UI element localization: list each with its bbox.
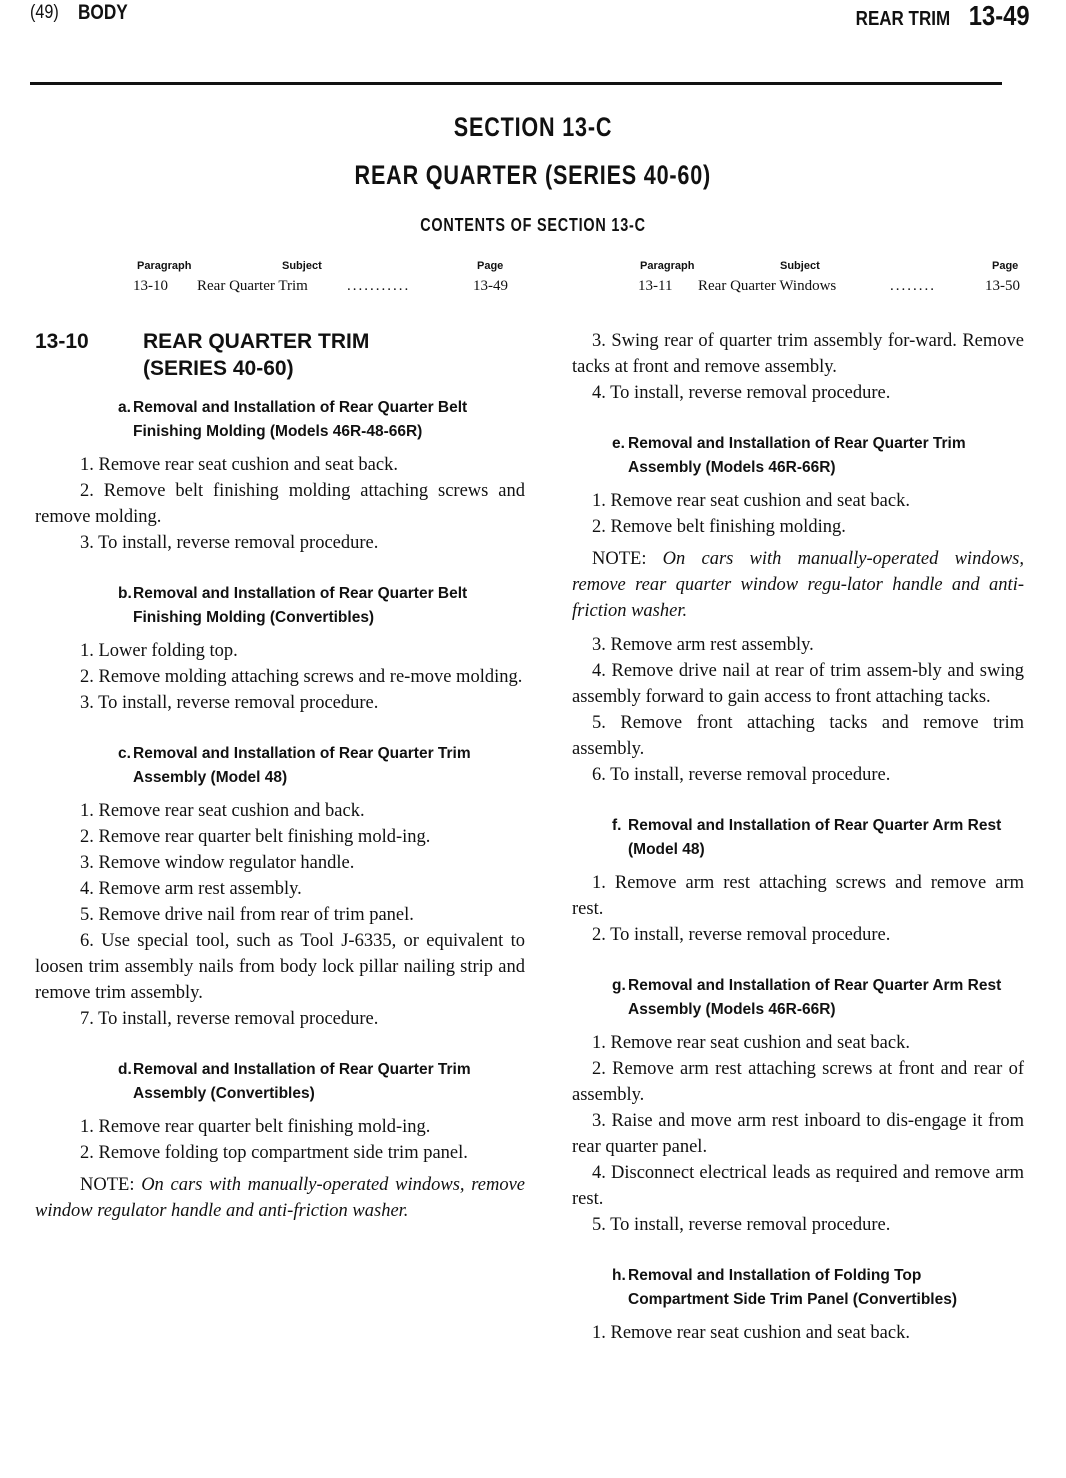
step: 4. Disconnect electrical leads as required and remove arm rest. <box>572 1163 1024 1209</box>
running-header <box>30 0 1030 84</box>
toc-column-left <box>133 260 527 298</box>
toc-paragraph: 13-10 <box>133 278 168 294</box>
step: 2. Remove arm rest attaching screws at front and rear of assembly. <box>572 1059 1024 1105</box>
heading-subtitle: (SERIES 40-60) <box>143 357 294 380</box>
step: 1. Lower folding top. <box>80 641 238 661</box>
subsection-heading-e: e. Removal and Installation of Rear Quarter Trim Assembly (Models 46R-66R) <box>612 435 966 476</box>
subsection-heading-d: d. Removal and Installation of Rear Quarter Trim Assembly (Convertibles) <box>118 1061 471 1102</box>
header-rule <box>30 82 1002 85</box>
step: 7. To install, reverse removal procedure. <box>80 1009 379 1029</box>
subsection-heading-g: g. Removal and Installation of Rear Quarter Arm Rest Assembly (Models 46R-66R) <box>612 977 1002 1018</box>
toc-paragraph: 13-11 <box>638 278 673 294</box>
step: 3. Remove window regulator handle. <box>80 853 355 873</box>
subsection-heading-f: f. Removal and Installation of Rear Quarter Arm Rest (Model 48) <box>612 817 1002 858</box>
chapter-name: BODY <box>78 1 128 24</box>
toc-entry[interactable] <box>640 278 1028 298</box>
main-heading <box>35 328 525 382</box>
toc-page: 13-49 <box>473 278 508 294</box>
step: 3. Swing rear of quarter trim assembly for-ward. Remove tacks at front and remove assembly. <box>572 331 1024 377</box>
toc-entry[interactable] <box>133 278 527 298</box>
step: 2. Remove belt finishing molding. <box>592 517 846 537</box>
step: 5. Remove drive nail from rear of trim panel. <box>80 905 414 925</box>
step: 3. Remove arm rest assembly. <box>592 635 814 655</box>
step: 5. Remove front attaching tacks and remove trim assembly. <box>572 713 1024 759</box>
subsection-heading-h: h. Removal and Installation of Folding Top Compartment Side Trim Panel (Convertibles) <box>612 1267 958 1308</box>
section-title: SECTION 13-C <box>453 112 613 142</box>
toc-page: 13-50 <box>985 278 1020 294</box>
step: 2. Remove folding top compartment side trim panel. <box>80 1143 468 1163</box>
subsection-heading-b: b. Removal and Installation of Rear Quarter Belt Finishing Molding (Convertibles) <box>118 585 468 626</box>
toc-col-paragraph: Paragraph <box>640 260 695 272</box>
note-label: NOTE: <box>592 549 647 569</box>
toc-header <box>137 260 527 276</box>
toc-leader: ........ <box>890 278 936 294</box>
step: 1. Remove rear seat cushion and back. <box>80 801 365 821</box>
heading-title: REAR QUARTER TRIM <box>143 330 370 353</box>
toc-col-subject: Subject <box>282 260 322 272</box>
step: 2. Remove molding attaching screws and re-move molding. <box>80 667 523 687</box>
left-column <box>35 328 525 1232</box>
toc-subject: Rear Quarter Trim <box>197 278 308 294</box>
heading-number: 13-10 <box>35 330 89 353</box>
toc-col-page: Page <box>992 260 1019 272</box>
step: 3. Raise and move arm rest inboard to dis-engage it from rear quarter panel. <box>572 1111 1024 1157</box>
step: 4. Remove arm rest assembly. <box>80 879 302 899</box>
section-subtitle: REAR QUARTER (SERIES 40-60) <box>354 160 712 190</box>
toc-column-right <box>640 260 1028 298</box>
header-right <box>839 0 1030 32</box>
step: 4. Remove drive nail at rear of trim assem-bly and swing assembly forward to gain access to front attaching tacks. <box>572 661 1024 707</box>
step: 3. To install, reverse removal procedure. <box>80 533 379 553</box>
toc-col-page: Page <box>477 260 504 272</box>
note-text: On cars with manually-operated windows, remove window regulator handle and anti-friction washer. <box>35 1175 526 1221</box>
right-column <box>572 328 1024 1346</box>
page-index: (49) <box>30 2 59 23</box>
toc-leader: ........... <box>347 278 411 294</box>
toc-header <box>640 260 1028 276</box>
contents-title: CONTENTS OF SECTION 13-C <box>420 215 646 235</box>
step: 1. Remove rear quarter belt finishing mold-ing. <box>80 1117 431 1137</box>
step: 2. To install, reverse removal procedure. <box>592 925 891 945</box>
step: 2. Remove rear quarter belt finishing mold-ing. <box>80 827 431 847</box>
step: 6. Use special tool, such as Tool J-6335, or equivalent to loosen trim assembly nails from body lock pillar nailing strip and remove trim assembly. <box>35 931 525 1003</box>
toc-subject: Rear Quarter Windows <box>698 278 837 294</box>
step: 6. To install, reverse removal procedure. <box>592 765 891 785</box>
page-number: 13-49 <box>969 0 1030 31</box>
note <box>572 546 1024 624</box>
section-name: REAR TRIM <box>855 8 950 30</box>
subsection-heading-a: a. Removal and Installation of Rear Quarter Belt Finishing Molding (Models 46R-48-66R) <box>118 399 468 440</box>
step: 5. To install, reverse removal procedure. <box>592 1215 891 1235</box>
step: 3. To install, reverse removal procedure. <box>80 693 379 713</box>
step: 4. To install, reverse removal procedure. <box>592 383 891 403</box>
step: 2. Remove belt finishing molding attaching screws and remove molding. <box>35 481 525 527</box>
toc-col-subject: Subject <box>780 260 820 272</box>
note-label: NOTE: <box>80 1175 135 1195</box>
step: 1. Remove rear seat cushion and seat back. <box>592 1033 910 1053</box>
step: 1. Remove rear seat cushion and seat back. <box>80 455 398 475</box>
note-text: On cars with manually-operated windows, remove rear quarter window regu-lator handle and anti-friction washer. <box>572 549 1024 621</box>
note <box>35 1172 525 1224</box>
subsection-heading-c: c. Removal and Installation of Rear Quarter Trim Assembly (Model 48) <box>118 745 471 786</box>
step: 1. Remove rear seat cushion and seat back. <box>592 491 910 511</box>
toc-col-paragraph: Paragraph <box>137 260 192 272</box>
step: 1. Remove arm rest attaching screws and remove arm rest. <box>572 873 1024 919</box>
step: 1. Remove rear seat cushion and seat back. <box>592 1323 910 1343</box>
